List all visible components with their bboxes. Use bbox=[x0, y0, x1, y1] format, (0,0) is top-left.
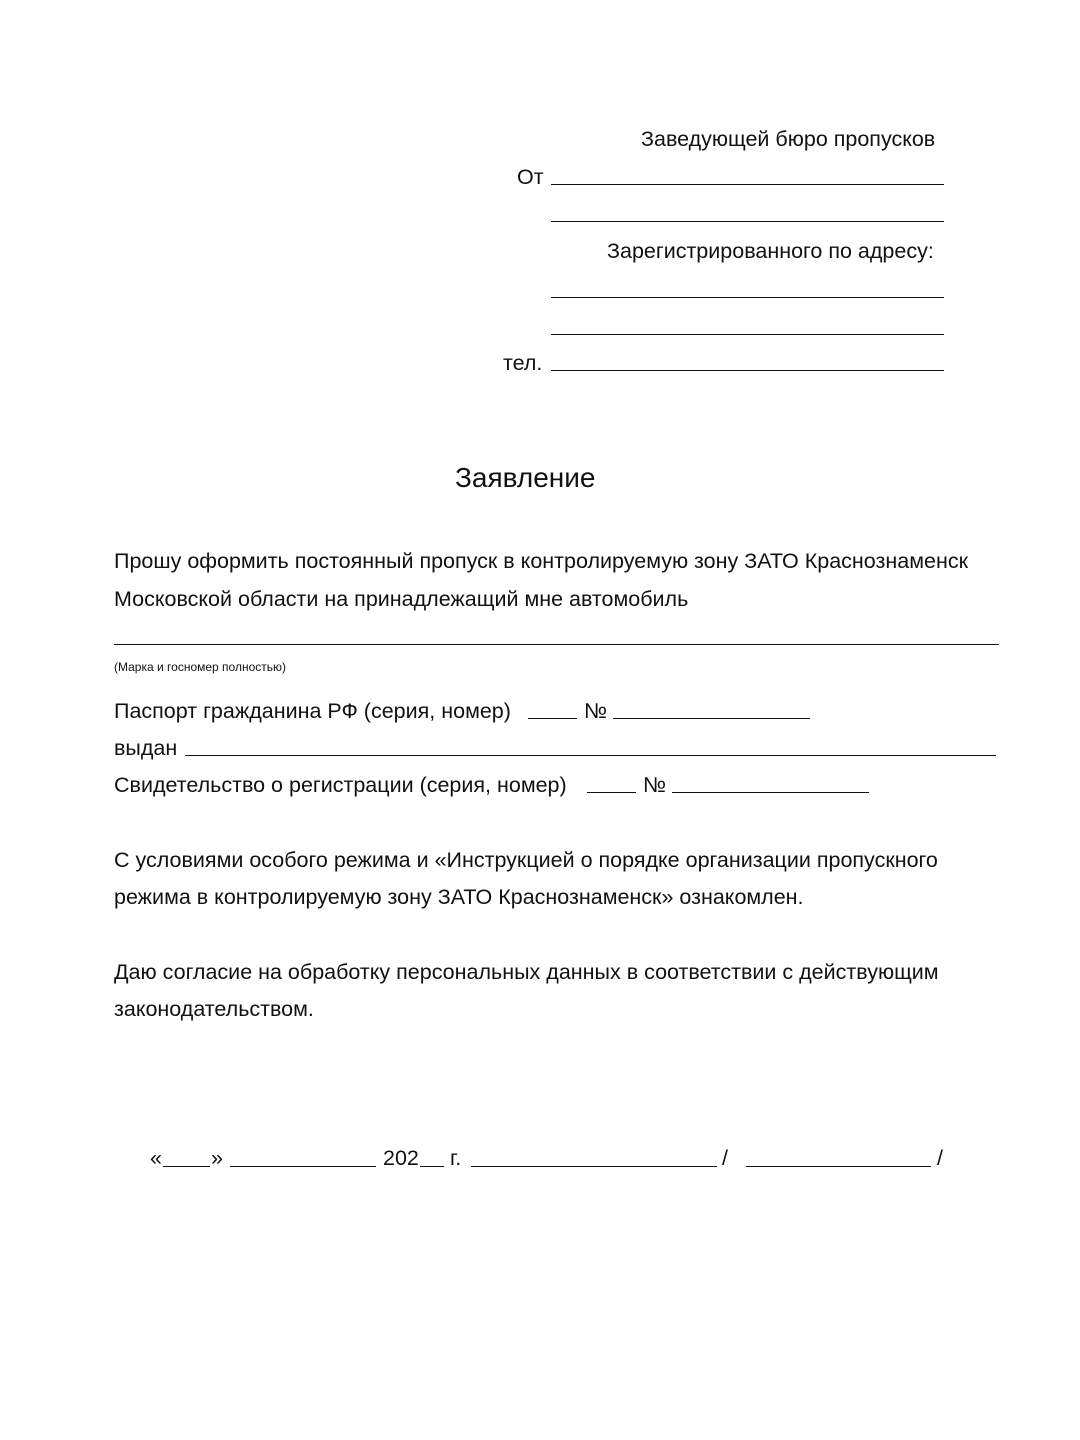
from-field-line-2[interactable] bbox=[551, 221, 944, 222]
addressee-text: Заведующей бюро пропусков bbox=[641, 127, 936, 151]
passport-number-sign: № bbox=[584, 699, 608, 723]
conditions-text-line-1: С условиями особого режима и «Инструкцией о порядке организации пропускного bbox=[114, 848, 938, 872]
registration-number-line[interactable] bbox=[672, 792, 869, 793]
signature-line[interactable] bbox=[471, 1166, 717, 1167]
conditions-text-line-2: режима в контролируемую зону ЗАТО Краснознаменск» ознакомлен. bbox=[114, 885, 804, 909]
request-text-line-2: Московской области на принадлежащий мне автомобиль bbox=[114, 587, 689, 611]
date-year-line[interactable] bbox=[420, 1166, 444, 1167]
registered-address-label: Зарегистрированного по адресу: bbox=[607, 239, 934, 263]
date-month-line[interactable] bbox=[230, 1166, 376, 1167]
passport-series-line[interactable] bbox=[528, 718, 577, 719]
signature-name-line[interactable] bbox=[746, 1166, 931, 1167]
from-label: От bbox=[517, 165, 544, 189]
issued-field-line[interactable] bbox=[185, 755, 996, 756]
phone-label: тел. bbox=[503, 351, 543, 375]
phone-field-line[interactable] bbox=[551, 370, 944, 371]
document-title: Заявление bbox=[455, 462, 596, 493]
passport-number-line[interactable] bbox=[613, 718, 810, 719]
request-text-line-1: Прошу оформить постоянный пропуск в контролируемую зону ЗАТО Краснознаменск bbox=[114, 549, 968, 573]
from-field-line-1[interactable] bbox=[551, 184, 944, 185]
registration-number-sign: № bbox=[643, 773, 667, 797]
registration-series-line[interactable] bbox=[587, 792, 636, 793]
date-quote-open: « bbox=[150, 1146, 162, 1170]
date-day-line[interactable] bbox=[163, 1166, 210, 1167]
consent-text-line-1: Даю согласие на обработку персональных данных в соответствии с действующим bbox=[114, 960, 939, 984]
car-field-hint: (Марка и госномер полностью) bbox=[114, 660, 287, 674]
consent-text-line-2: законодательством. bbox=[114, 997, 314, 1021]
issued-label: выдан bbox=[114, 736, 178, 760]
car-field-line[interactable] bbox=[114, 644, 999, 645]
date-quote-close: » bbox=[211, 1146, 223, 1170]
registration-certificate-label: Свидетельство о регистрации (серия, номер) bbox=[114, 773, 567, 797]
passport-label: Паспорт гражданина РФ (серия, номер) bbox=[114, 699, 511, 723]
signature-slash-1: / bbox=[722, 1146, 728, 1170]
date-year-suffix: г. bbox=[450, 1146, 462, 1170]
signature-slash-2: / bbox=[937, 1146, 943, 1170]
date-year-prefix: 202 bbox=[383, 1146, 419, 1170]
address-field-line-2[interactable] bbox=[551, 334, 944, 335]
address-field-line-1[interactable] bbox=[551, 297, 944, 298]
